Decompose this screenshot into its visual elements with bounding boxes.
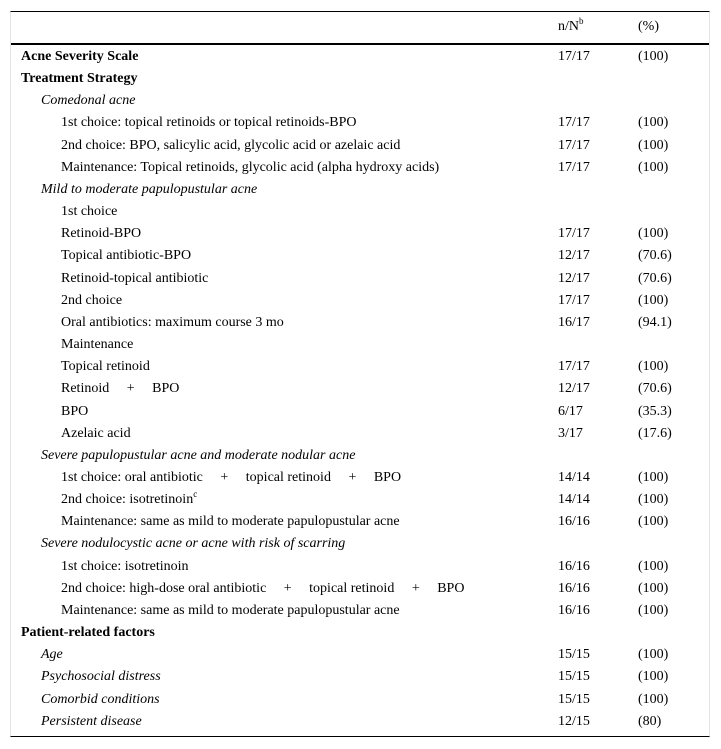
row-n: 17/17	[558, 49, 590, 64]
row-n: 17/17	[558, 159, 590, 175]
row-label-text: Maintenance: Topical retinoids, glycolic acid (alpha hydroxy acids)	[61, 159, 440, 175]
table-row	[11, 312, 709, 334]
row-label-text: 2nd choice: high-dose oral antibiotic + topical retinoid + BPO	[61, 580, 465, 596]
table-row	[11, 600, 709, 622]
row-n: 17/17	[558, 292, 590, 308]
row-label-text: 2nd choice: BPO, salicylic acid, glycolic acid or azelaic acid	[61, 137, 401, 153]
row-pct: (70.6)	[638, 270, 672, 286]
row-label-text: Mild to moderate papulopustular acne	[41, 181, 258, 197]
row-label-text: Maintenance	[61, 337, 134, 353]
row-label	[41, 711, 142, 733]
row-pct: (100)	[638, 514, 669, 530]
row-label-text: 2nd choice: isotretinoin	[61, 492, 194, 508]
header-n	[558, 18, 584, 36]
row-label-text: Azelaic acid	[61, 425, 131, 441]
table-row	[11, 90, 709, 112]
row-pct: (100)	[638, 558, 669, 574]
row-label	[61, 112, 357, 134]
row-n: 14/14	[558, 469, 590, 485]
row-n: 16/16	[558, 514, 590, 530]
table-row	[11, 268, 709, 290]
row-label	[41, 689, 160, 711]
row-label	[61, 401, 88, 423]
results-table	[10, 11, 710, 737]
table-row	[11, 356, 709, 378]
row-n: 17/17	[558, 137, 590, 153]
row-label	[61, 157, 439, 179]
row-label	[41, 666, 161, 688]
row-label-text: Retinoid-BPO	[61, 226, 142, 242]
row-label-text: 1st choice: topical retinoids or topical retinoids-BPO	[61, 115, 357, 131]
row-pct: (100)	[638, 115, 669, 131]
row-pct: (100)	[638, 292, 669, 308]
row-label-text: Topical antibiotic-BPO	[61, 248, 192, 264]
table-row	[11, 223, 709, 245]
row-label-text: Severe papulopustular acne and moderate nodular acne	[41, 447, 356, 463]
row-label-text: Oral antibiotics: maximum course 3 mo	[61, 314, 284, 330]
footnote-marker: c	[193, 489, 198, 500]
table-row	[11, 578, 709, 600]
row-label	[21, 68, 138, 90]
header-pct: (%)	[638, 19, 659, 34]
row-label	[61, 489, 197, 511]
row-label-text: Maintenance: same as mild to moderate papulopustular acne	[61, 514, 400, 530]
row-pct: (70.6)	[638, 248, 672, 264]
row-label-text: Comorbid conditions	[41, 691, 160, 707]
row-label	[61, 223, 141, 245]
row-n: 14/14	[558, 492, 590, 508]
row-label	[61, 334, 133, 356]
row-label	[61, 511, 400, 533]
row-label	[41, 90, 135, 112]
table-row	[11, 201, 709, 223]
row-label	[41, 644, 63, 666]
table-header	[11, 12, 709, 45]
table-row	[11, 401, 709, 423]
row-label	[61, 268, 208, 290]
row-pct: (100)	[638, 226, 669, 242]
row-pct: (100)	[638, 691, 669, 707]
row-n: 16/16	[558, 580, 590, 596]
table-row	[11, 689, 709, 711]
row-pct: (100)	[638, 137, 669, 153]
row-label	[61, 556, 189, 578]
row-n: 12/17	[558, 248, 590, 264]
row-label-text: Persistent disease	[41, 713, 142, 729]
row-pct: (100)	[638, 669, 669, 685]
header-n-label: n/N	[558, 19, 579, 34]
table-row	[11, 290, 709, 312]
row-label	[61, 135, 400, 157]
row-label	[61, 356, 150, 378]
row-n: 15/15	[558, 691, 590, 707]
table-row	[11, 423, 709, 445]
row-n: 3/17	[558, 425, 583, 441]
row-label-text: Retinoid-topical antibiotic	[61, 270, 209, 286]
row-label	[61, 378, 179, 400]
table-row	[11, 68, 709, 90]
table-row	[11, 179, 709, 201]
row-label	[61, 312, 284, 334]
row-label-text: Patient-related factors	[21, 625, 155, 641]
row-n: 12/17	[558, 270, 590, 286]
row-label	[61, 467, 401, 489]
row-label-text: Psychosocial distress	[41, 669, 161, 685]
row-label-text: 2nd choice	[61, 292, 123, 308]
row-label-text: 1st choice: isotretinoin	[61, 558, 189, 574]
table-row	[11, 511, 709, 533]
row-pct: (100)	[638, 492, 669, 508]
row-label	[61, 290, 122, 312]
row-pct: (100)	[638, 602, 669, 618]
table-row	[11, 489, 709, 511]
row-label	[61, 578, 464, 600]
table-row	[11, 711, 709, 733]
table-row	[11, 644, 709, 666]
table-row	[11, 533, 709, 555]
row-n: 16/17	[558, 314, 590, 330]
table-row	[11, 556, 709, 578]
row-label	[61, 245, 191, 267]
row-n: 12/15	[558, 713, 590, 729]
table-row	[11, 157, 709, 179]
row-label	[21, 622, 155, 644]
row-label-text: 1st choice	[61, 204, 118, 220]
table-body	[11, 45, 709, 733]
row-label-text: Retinoid + BPO	[61, 381, 180, 397]
row-label-text: Maintenance: same as mild to moderate papulopustular acne	[61, 602, 400, 618]
row-label	[41, 179, 257, 201]
table-row	[11, 445, 709, 467]
table-row	[11, 378, 709, 400]
row-n: 16/16	[558, 602, 590, 618]
row-pct: (80)	[638, 713, 662, 729]
row-label-text: Topical retinoid	[61, 359, 150, 375]
row-pct: (35.3)	[638, 403, 672, 419]
row-label	[61, 600, 400, 622]
row-pct: (17.6)	[638, 425, 672, 441]
table-row	[11, 46, 709, 68]
row-n: 16/16	[558, 558, 590, 574]
table-row	[11, 467, 709, 489]
row-label	[41, 533, 345, 555]
row-pct: (100)	[638, 49, 669, 64]
row-pct: (70.6)	[638, 381, 672, 397]
row-pct: (100)	[638, 647, 669, 663]
row-label	[21, 46, 138, 68]
row-label	[61, 423, 131, 445]
table-row	[11, 622, 709, 644]
row-pct: (100)	[638, 159, 669, 175]
row-n: 12/17	[558, 381, 590, 397]
table-row	[11, 112, 709, 134]
row-n: 15/15	[558, 669, 590, 685]
row-label-text: Age	[41, 647, 63, 663]
table-row	[11, 334, 709, 356]
row-label-text: Acne Severity Scale	[21, 49, 139, 64]
row-n: 17/17	[558, 226, 590, 242]
table-row	[11, 135, 709, 157]
row-label-text: 1st choice: oral antibiotic + topical retinoid + BPO	[61, 469, 402, 485]
header-n-footnote: b	[579, 16, 584, 26]
row-n: 17/17	[558, 115, 590, 131]
row-pct: (100)	[638, 469, 669, 485]
table-row	[11, 245, 709, 267]
row-label	[41, 445, 355, 467]
row-n: 6/17	[558, 403, 583, 419]
row-label-text: BPO	[61, 403, 89, 419]
table-row	[11, 666, 709, 688]
row-pct: (100)	[638, 359, 669, 375]
row-pct: (94.1)	[638, 314, 672, 330]
row-n: 15/15	[558, 647, 590, 663]
row-label-text: Severe nodulocystic acne or acne with risk of scarring	[41, 536, 346, 552]
row-label	[61, 201, 117, 223]
row-label-text: Treatment Strategy	[21, 71, 138, 87]
row-label-text: Comedonal acne	[41, 93, 136, 109]
row-pct: (100)	[638, 580, 669, 596]
row-n: 17/17	[558, 359, 590, 375]
